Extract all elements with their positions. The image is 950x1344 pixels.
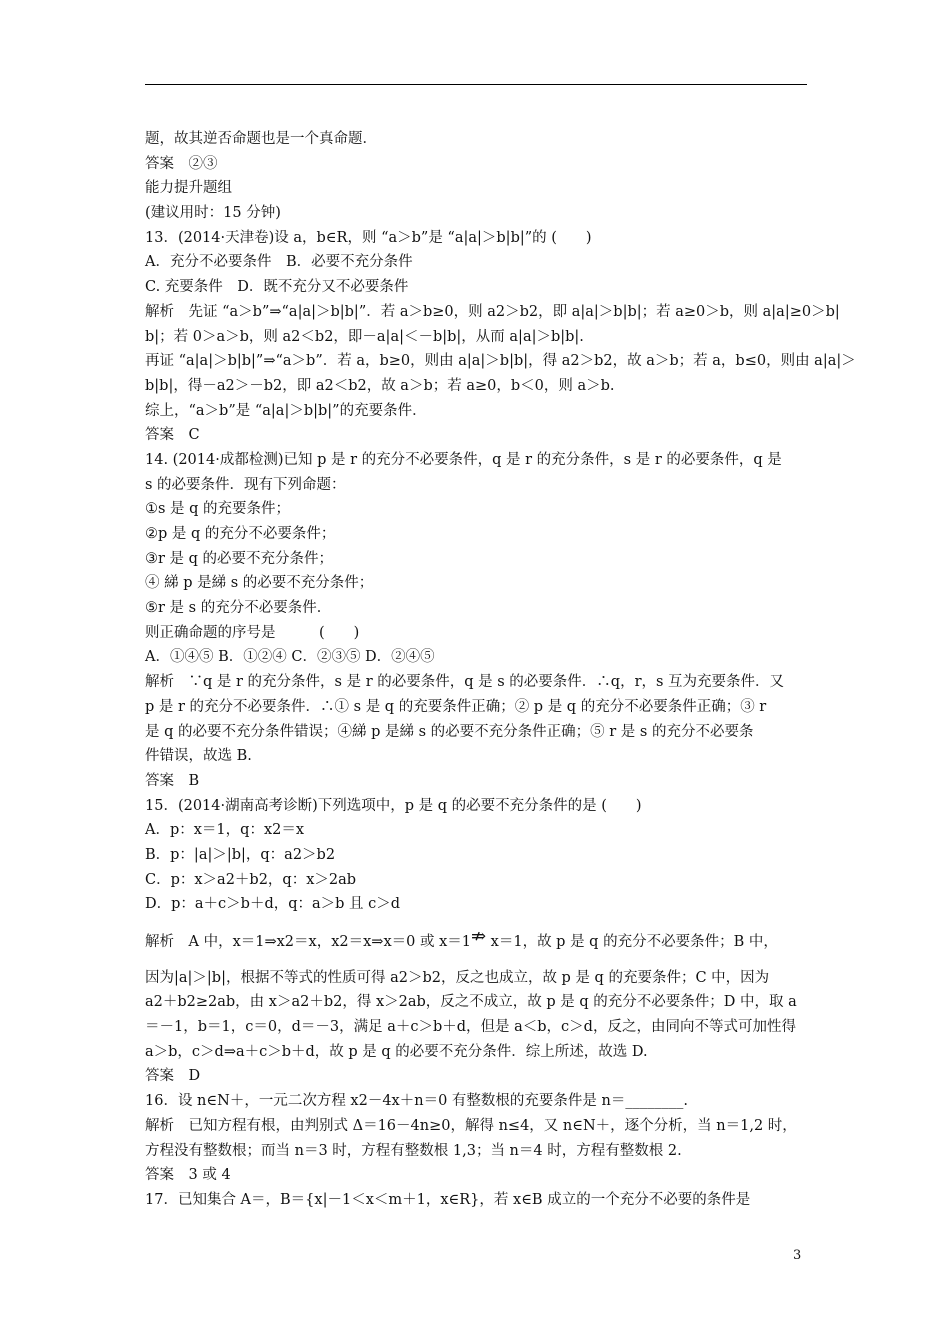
text-line: 方程没有整数根；而当 n＝3 时，方程有整数根 1,3；当 n＝4 时，方程有整数根 2. [145, 1142, 682, 1159]
text-line: 题，故其逆否命题也是一个真命题． [145, 131, 377, 147]
text-line: 解析 ∵q 是 r 的充分条件，s 是 r 的必要条件，q 是 s 的必要条件．∴q，r，s 互为充要条件．又 [145, 674, 785, 691]
text-line: ①s 是 q 的充要条件； [145, 501, 291, 518]
text-line: 答案 ②③ [145, 155, 218, 172]
answer-line: 答案 C [145, 427, 200, 444]
answer-line: 答案 3 或 4 [145, 1167, 231, 1184]
text-line: b|b|，得－a2＞－b2，即 a2＜b2，故 a＞b；若 a≥0，b＜0，则 a＞b. [145, 377, 615, 394]
text-line: B．p：|a|＞|b|，q：a2＞b2 [145, 846, 336, 863]
text-line: 件错误，故选 B. [145, 748, 252, 765]
document-body [145, 127, 856, 1213]
analysis-15-line [145, 926, 809, 954]
text-line: 解析 先证 “a＞b”⇒“a|a|＞b|b|”．若 a＞b≥0，则 a2＞b2，即 a|a|＞b|b|；若 a≥0＞b，则 a|a|≥0＞b| [145, 303, 840, 320]
text-line: ②p 是 q 的充分不必要条件； [145, 526, 336, 542]
text-line: (建议用时：15 分钟) [145, 205, 281, 222]
question-15: 15．(2014·湖南高考诊断)下列选项中，p 是 q 的必要不充分条件的是 ( ) [145, 797, 642, 814]
text-line: 因为|a|＞|b|，根据不等式的性质可得 a2＞b2，反之也成立，故 p 是 q 的充要条件；C 中，因为 [145, 969, 770, 986]
text-line: 再证 “a|a|＞b|b|”⇒“a＞b”．若 a，b≥0，则由 a|a|＞b|b|，得 a2＞b2，故 a＞b；若 a，b≤0，则由 a|a|＞ [145, 353, 856, 370]
text-line: 是 q 的必要不充分条件错误；④綈 p 是綈 s 的必要不充分条件正确；⑤ r 是 s 的充分不必要条 [145, 723, 754, 740]
answer-line: 答案 B [145, 772, 200, 789]
answer-line: 答案 D [145, 1068, 201, 1085]
text-line: C. 充要条件 D．既不充分又不必要条件 [145, 279, 409, 296]
text-line: b|；若 0＞a＞b，则 a2＜b2，即－a|a|＜－b|b|，从而 a|a|＞b|b|. [145, 328, 584, 345]
text-line: ③r 是 q 的必要不充分条件； [145, 550, 334, 567]
section-heading: 能力提升题组 [145, 180, 232, 197]
analysis-15-text-b: x＝1，故 p 是 q 的充分不必要条件；B 中， [486, 934, 778, 950]
header-rule [145, 84, 807, 85]
question-17: 17．已知集合 A＝，B＝{x|－1＜x＜m＋1，x∈R}，若 x∈B 成立的一个充分不必要的条件是 [145, 1191, 751, 1208]
text-line: 则正确命题的序号是 ( ) [145, 624, 360, 641]
not-implies-arrow-icon: ⇏ [470, 926, 487, 947]
text-line: ⑤r 是 s 的充分不必要条件． [145, 600, 332, 617]
text-line: 综上，“a＞b”是 “a|a|＞b|b|”的充要条件． [145, 402, 427, 419]
page-number: 3 [793, 1248, 802, 1263]
question-16: 16．设 n∈N＋，一元二次方程 x2－4x＋n＝0 有整数根的充要条件是 n＝________. [145, 1093, 688, 1110]
text-line: ④ 綈 p 是綈 s 的必要不充分条件； [145, 575, 374, 592]
text-line: A．充分不必要条件 B．必要不充分条件 [145, 254, 413, 271]
text-line: A．①④⑤ B．①②④ C．②③⑤ D．②④⑤ [145, 649, 435, 666]
question-14: 14. (2014·成都检测)已知 p 是 r 的充分不必要条件，q 是 r 的充分条件，s 是 r 的必要条件，q 是 [145, 451, 782, 468]
question-13: 13．(2014·天津卷)设 a，b∈R，则 “a＞b”是 “a|a|＞b|b|”的 ( ) [145, 229, 592, 246]
text-line: a2＋b2≥2ab，由 x＞a2＋b2，得 x＞2ab，反之不成立，故 p 是 q 的充分不必要条件；D 中，取 a [145, 994, 797, 1011]
text-line: a＞b，c＞d⇒a＋c＞b＋d，故 p 是 q 的必要不充分条件．综上所述，故选 D. [145, 1043, 648, 1060]
text-line: A．p：x＝1，q：x2＝x [145, 822, 305, 839]
text-line: 解析 已知方程有根，由判别式 Δ＝16－4n≥0，解得 n≤4，又 n∈N＋，逐个分析，当 n＝1,2 时， [145, 1117, 797, 1134]
text-line: p 是 r 的充分不必要条件．∴① s 是 q 的充要条件正确；② p 是 q 的充分不必要条件正确；③ r [145, 698, 767, 715]
text-line: D．p：a＋c＞b＋d，q：a＞b 且 c＞d [145, 896, 401, 913]
analysis-15-text-a: 解析 A 中，x＝1⇒x2＝x，x2＝x⇒x＝0 或 x＝1 [145, 934, 471, 950]
text-line: C．p：x＞a2＋b2，q：x＞2ab [145, 871, 357, 888]
text-line: ＝－1，b＝1，c＝0，d＝－3，满足 a＋c＞b＋d，但是 a＜b，c＞d，反之，由同向不等式可加性得 [145, 1019, 796, 1036]
text-line: s 的必要条件．现有下列命题： [145, 476, 346, 493]
